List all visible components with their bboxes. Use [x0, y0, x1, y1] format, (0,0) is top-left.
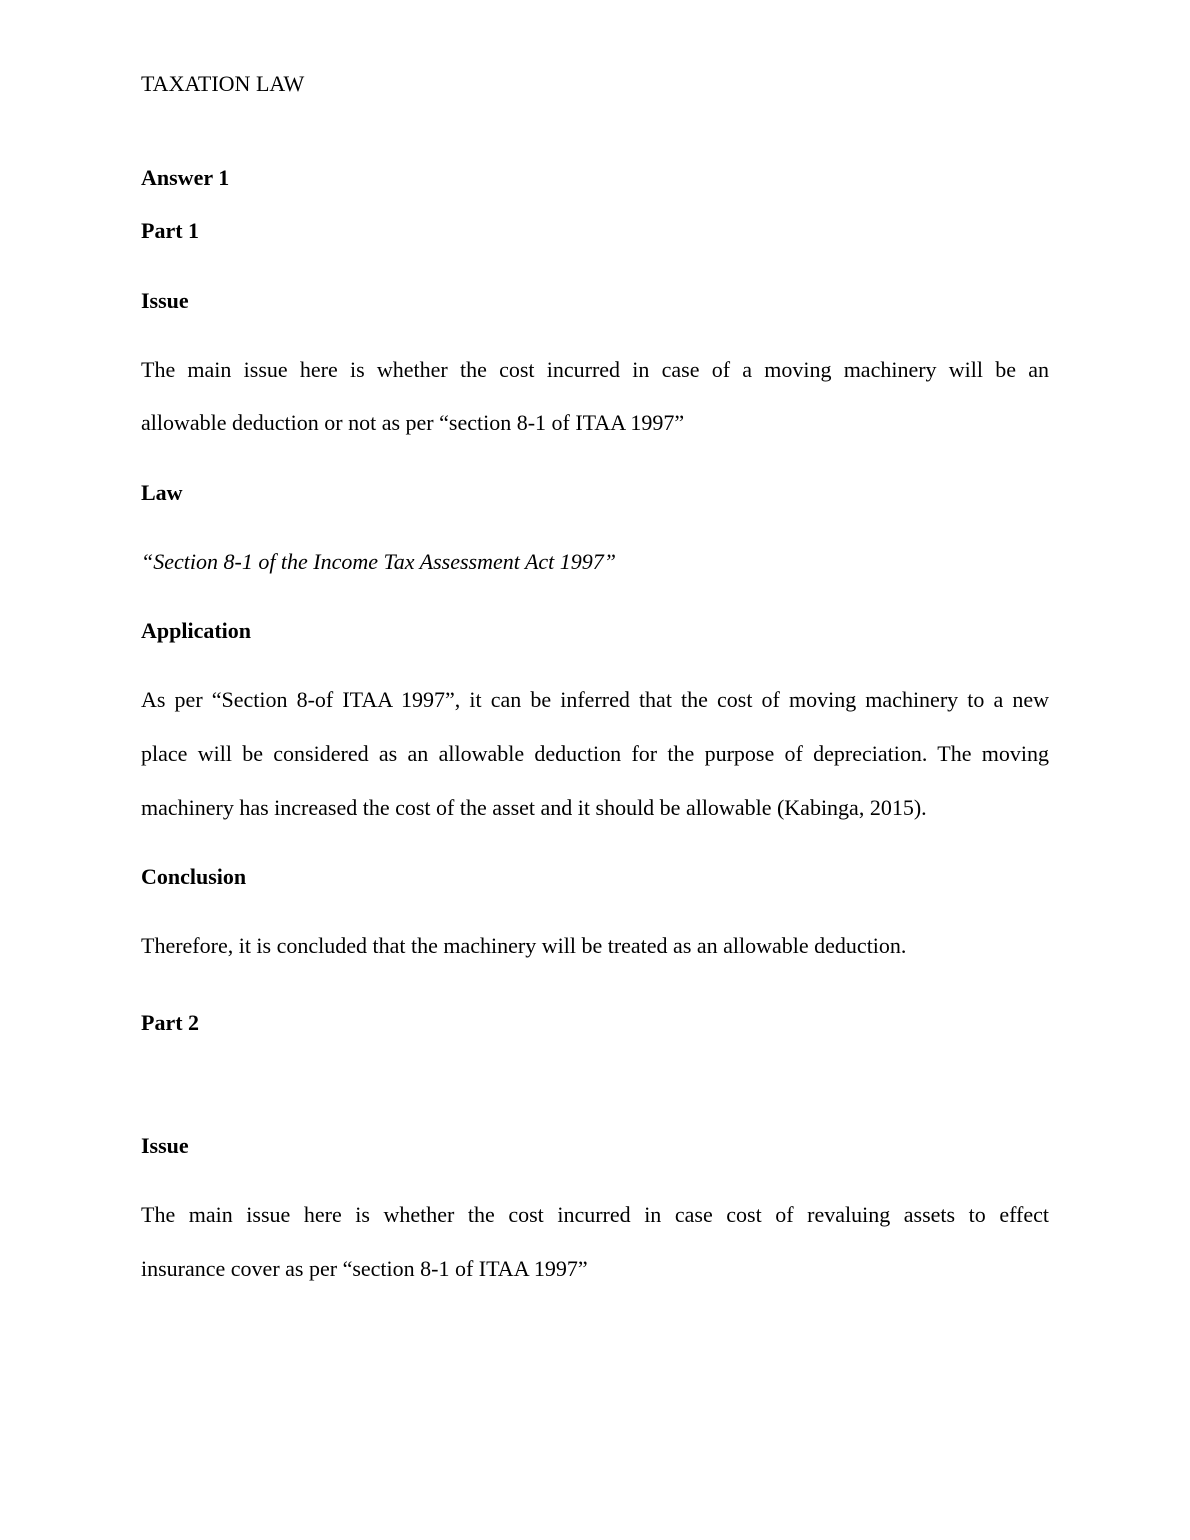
part1-application-line-1: As per “Section 8-of ITAA 1997”, it can be inferred that the cost of moving machinery to a new: [141, 687, 1049, 712]
part2-issue-line-2: insurance cover as per “section 8-1 of ITAA 1997”: [141, 1256, 588, 1281]
part1-application-heading: Application: [141, 618, 252, 643]
part2-issue-line-1: The main issue here is whether the cost incurred in case cost of revaluing assets to effect: [141, 1202, 1049, 1227]
part1-law-heading: Law: [141, 480, 183, 505]
part1-issue-heading: Issue: [141, 288, 189, 313]
part1-conclusion-heading: Conclusion: [141, 864, 247, 889]
part2-title: Part 2: [141, 1010, 200, 1035]
part1-application-line-2: place will be considered as an allowable deduction for the purpose of depreciation. The moving: [141, 741, 1049, 766]
part1-title: Part 1: [141, 218, 200, 243]
part2-issue-heading: Issue: [141, 1133, 189, 1158]
running-header: TAXATION LAW: [141, 71, 305, 96]
part1-conclusion-text: Therefore, it is concluded that the machinery will be treated as an allowable deduction.: [141, 933, 907, 958]
part1-issue-line-2: allowable deduction or not as per “section 8-1 of ITAA 1997”: [141, 410, 685, 435]
answer-title: Answer 1: [141, 165, 230, 190]
part1-issue-line-1: The main issue here is whether the cost incurred in case of a moving machinery will be an: [141, 357, 1049, 382]
part1-application-line-3: machinery has increased the cost of the asset and it should be allowable (Kabinga, 2015).: [141, 795, 927, 820]
part1-law-text: “Section 8-1 of the Income Tax Assessment Act 1997”: [141, 549, 616, 574]
